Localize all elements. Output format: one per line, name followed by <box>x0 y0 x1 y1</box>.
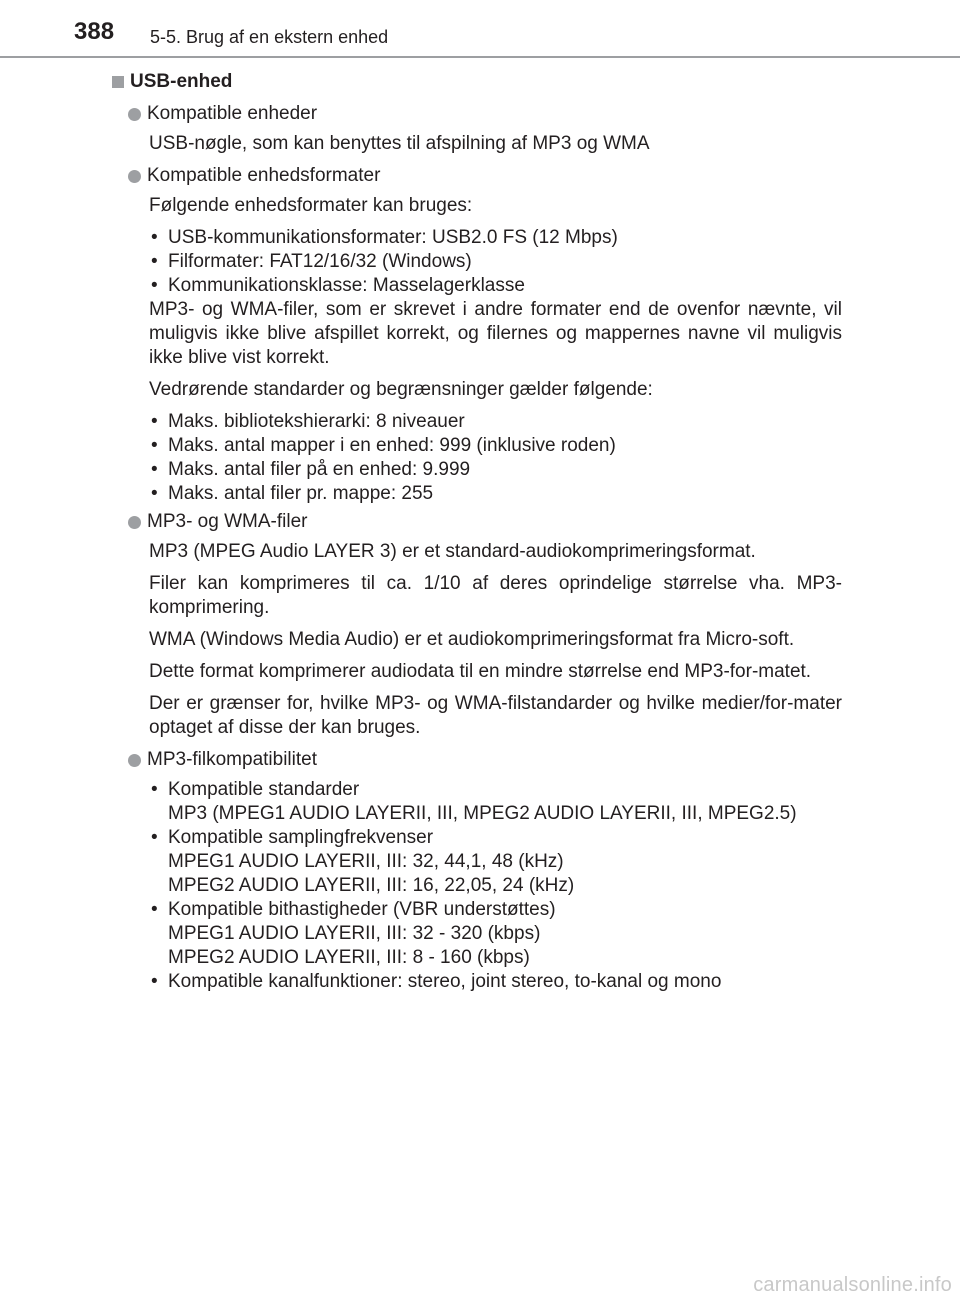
list-item: • Kompatible kanalfunktioner: stereo, joint stereo, to-kanal og mono <box>149 970 842 994</box>
circle-bullet-icon <box>128 516 141 529</box>
limits-intro: Vedrørende standarder og begrænsninger gælder følgende: <box>149 379 653 400</box>
list-item: • Maks. bibliotekshierarki: 8 niveauer <box>149 410 842 434</box>
page-number: 388 <box>74 18 115 45</box>
list-item <box>149 826 842 898</box>
device-formats-note: MP3- og WMA-filer, som er skrevet i andre formater end de ovenfor nævnte, vil muligvis ikke blive afspillet korrekt, og filernes og mappernes navne vil muligvis ikke blive vist korrekt. <box>149 299 842 368</box>
circle-bullet-icon <box>128 108 141 121</box>
mp3-wma-paragraph: WMA (Windows Media Audio) er et audiokomprimeringsformat fra Micro-soft. <box>149 629 795 650</box>
page-content <box>112 70 842 1002</box>
chapter-title: 5-5. Brug af en ekstern enhed <box>150 27 389 47</box>
mp3-wma-paragraph: MP3 (MPEG Audio LAYER 3) er et standard-audiokomprimeringsformat. <box>149 541 756 562</box>
standards-value: MP3 (MPEG1 AUDIO LAYERII, III, MPEG2 AUDIO LAYERII, III, MPEG2.5) <box>168 803 797 824</box>
compatible-devices-text: USB-nøgle, som kan benyttes til afspilning af MP3 og WMA <box>149 133 650 154</box>
list-item: • USB-kommunikationsformater: USB2.0 FS (12 Mbps) <box>149 226 842 250</box>
mp3-wma-paragraph: Filer kan komprimeres til ca. 1/10 af deres oprindelige størrelse vha. MP3-komprimering. <box>149 573 842 618</box>
square-bullet-icon <box>112 76 124 88</box>
bitrate-label: • Kompatible bithastigheder (VBR understøttes) <box>168 899 556 920</box>
sampling-mpeg1: MPEG1 AUDIO LAYERII, III: 32, 44,1, 48 (kHz) <box>168 851 564 872</box>
mp3-compat-heading-text: MP3-filkompatibilitet <box>147 749 317 770</box>
limits-list <box>149 410 842 506</box>
device-formats-intro: Følgende enhedsformater kan bruges: <box>149 195 473 216</box>
device-formats-heading-text: Kompatible enhedsformater <box>147 165 381 186</box>
compatible-devices-heading-text: Kompatible enheder <box>147 103 318 124</box>
mp3-compat-list <box>149 778 842 994</box>
list-item: • Maks. antal filer på en enhed: 9.999 <box>149 458 842 482</box>
page-header <box>0 0 960 60</box>
sampling-label: • Kompatible samplingfrekvenser <box>168 827 434 848</box>
circle-bullet-icon <box>128 170 141 183</box>
circle-bullet-icon <box>128 754 141 767</box>
watermark-text: carmanualsonline.info <box>753 1274 952 1296</box>
compatible-devices-heading <box>128 102 842 126</box>
mp3-wma-heading-text: MP3- og WMA-filer <box>147 511 308 532</box>
mp3-wma-paragraph: Der er grænser for, hvilke MP3- og WMA-filstandarder og hvilke medier/for-mater optaget af disse der kan bruges. <box>149 693 842 738</box>
mp3-compat-heading <box>128 748 842 772</box>
list-item: • Maks. antal mapper i en enhed: 999 (inklusive roden) <box>149 434 842 458</box>
standards-label: • Kompatible standarder <box>168 779 360 800</box>
bitrate-mpeg2: MPEG2 AUDIO LAYERII, III: 8 - 160 (kbps) <box>168 947 530 968</box>
sampling-mpeg2: MPEG2 AUDIO LAYERII, III: 16, 22,05, 24 (kHz) <box>168 875 575 896</box>
mp3-wma-heading <box>128 510 842 534</box>
bitrate-mpeg1: MPEG1 AUDIO LAYERII, III: 32 - 320 (kbps) <box>168 923 541 944</box>
list-item <box>149 778 842 826</box>
section-heading <box>112 70 842 94</box>
list-item: • Kommunikationsklasse: Masselagerklasse <box>149 274 842 298</box>
mp3-wma-paragraph: Dette format komprimerer audiodata til en mindre størrelse end MP3-for-matet. <box>149 661 812 682</box>
list-item <box>149 898 842 970</box>
device-formats-list <box>149 226 842 298</box>
section-heading-text: USB-enhed <box>130 71 233 92</box>
list-item: • Filformater: FAT12/16/32 (Windows) <box>149 250 842 274</box>
list-item: • Maks. antal filer pr. mappe: 255 <box>149 482 842 506</box>
header-divider <box>0 56 960 58</box>
device-formats-heading <box>128 164 842 188</box>
